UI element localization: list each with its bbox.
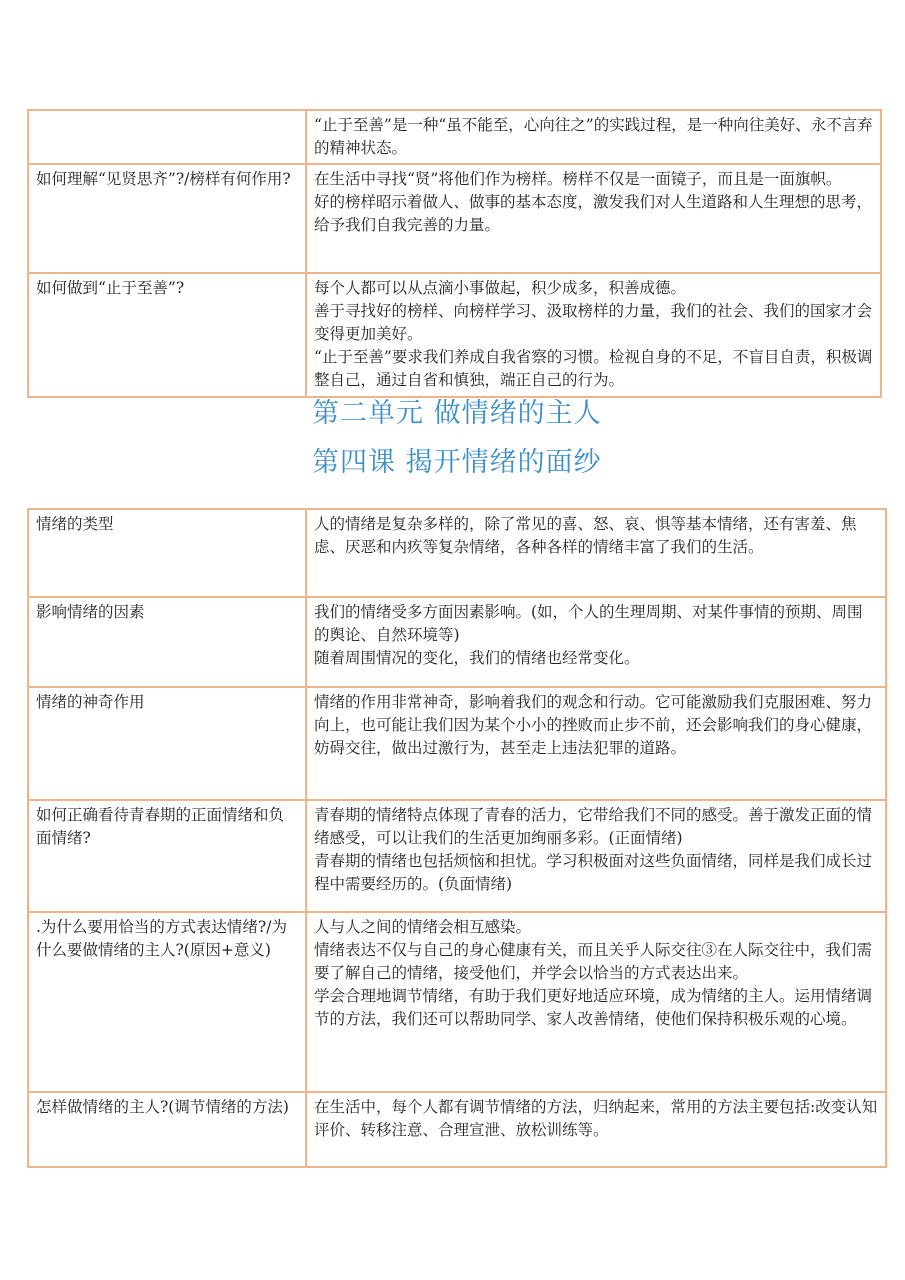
table-row <box>28 597 886 687</box>
question-cell: 如何理解“见贤思齐”?/榜样有何作用? <box>28 164 306 273</box>
answer-line: 在生活中寻找“贤”将他们作为榜样。榜样不仅是一面镜子，而且是一面旗帜。 <box>314 170 842 188</box>
table-row <box>28 912 886 1092</box>
answer-cell <box>306 110 881 164</box>
answer-line: “止于至善”是一种“虽不能至，心向往之”的实践过程，是一种向往美好、永不言弃的精神状态。 <box>314 116 873 157</box>
answer-line: 随着周围情况的变化，我们的情绪也经常变化。 <box>314 649 640 667</box>
table-row <box>28 110 881 164</box>
answer-line: 在生活中，每个人都有调节情绪的方法，归纳起来，常用的方法主要包括:改变认知评价、转移注意、合理宣泄、放松训练等。 <box>314 1098 878 1139</box>
question-cell: 情绪的神奇作用 <box>28 687 306 800</box>
answer-cell <box>306 509 886 597</box>
question-cell <box>28 110 306 164</box>
answer-line: 善于寻找好的榜样、向榜样学习、汲取榜样的力量，我们的社会、我们的国家才会变得更加美好。 <box>314 302 873 343</box>
question-cell: .为什么要用恰当的方式表达情绪?/为什么要做情绪的主人?(原因+意义) <box>28 912 306 1092</box>
qa-table-2 <box>27 508 887 1168</box>
answer-line: 人与人之间的情绪会相互感染。 <box>314 918 532 936</box>
answer-line: “止于至善”要求我们养成自我省察的习惯。检视自身的不足，不盲目自责，积极调整自己，通过自省和慎独，端正自己的行为。 <box>314 348 873 389</box>
answer-line: 青春期的情绪也包括烦恼和担忧。学习积极面对这些负面情绪，同样是我们成长过程中需要经历的。(负面情绪) <box>314 852 873 893</box>
table-row <box>28 509 886 597</box>
question-cell: 如何做到“止于至善”? <box>28 273 306 397</box>
table-row <box>28 800 886 912</box>
answer-line: 情绪表达不仅与自己的身心健康有关，而且关乎人际交往③在人际交往中，我们需要了解自己的情绪，接受他们，并学会以恰当的方式表达出来。 <box>314 941 873 982</box>
table-row <box>28 164 881 273</box>
answer-line: 青春期的情绪特点体现了青春的活力，它带给我们不同的感受。善于激发正面的情绪感受，可以让我们的生活更加绚丽多彩。(正面情绪) <box>314 806 873 847</box>
question-cell: 影响情绪的因素 <box>28 597 306 687</box>
answer-line: 情绪的作用非常神奇，影响着我们的观念和行动。它可能激励我们克服困难、努力向上，也可能让我们因为某个小小的挫败而止步不前，还会影响我们的身心健康，妨碍交往，做出过激行为，甚至走上违法犯罪的道路。 <box>314 693 873 757</box>
question-cell: 怎样做情绪的主人?(调节情绪的方法) <box>28 1092 306 1167</box>
unit-title: 第二单元 做情绪的主人 <box>312 398 602 429</box>
answer-cell <box>306 597 886 687</box>
answer-line: 学会合理地调节情绪，有助于我们更好地适应环境，成为情绪的主人。运用情绪调节的方法，我们还可以帮助同学、家人改善情绪，使他们保持积极乐观的心境。 <box>314 987 873 1028</box>
answer-cell <box>306 273 881 397</box>
lesson-title: 第四课 揭开情绪的面纱 <box>312 447 602 478</box>
answer-cell <box>306 1092 886 1167</box>
table-row <box>28 273 881 397</box>
answer-cell <box>306 164 881 273</box>
qa-table-1 <box>27 109 882 398</box>
answer-line: 人的情绪是复杂多样的，除了常见的喜、怒、哀、惧等基本情绪，还有害羞、焦虑、厌恶和内疚等复杂情绪，各种各样的情绪丰富了我们的生活。 <box>314 515 857 556</box>
answer-line: 我们的情绪受多方面因素影响。(如，个人的生理周期、对某件事情的预期、周围的舆论、自然环境等) <box>314 603 863 644</box>
answer-line: 每个人都可以从点滴小事做起，积少成多，积善成德。 <box>314 279 687 297</box>
answer-cell <box>306 800 886 912</box>
table-row <box>28 687 886 800</box>
answer-cell <box>306 687 886 800</box>
table-row <box>28 1092 886 1167</box>
answer-line: 好的榜样昭示着做人、做事的基本态度，激发我们对人生道路和人生理想的思考，给予我们自我完善的力量。 <box>314 193 873 234</box>
question-cell: 情绪的类型 <box>28 509 306 597</box>
answer-cell <box>306 912 886 1092</box>
question-cell: 如何正确看待青春期的正面情绪和负面情绪? <box>28 800 306 912</box>
